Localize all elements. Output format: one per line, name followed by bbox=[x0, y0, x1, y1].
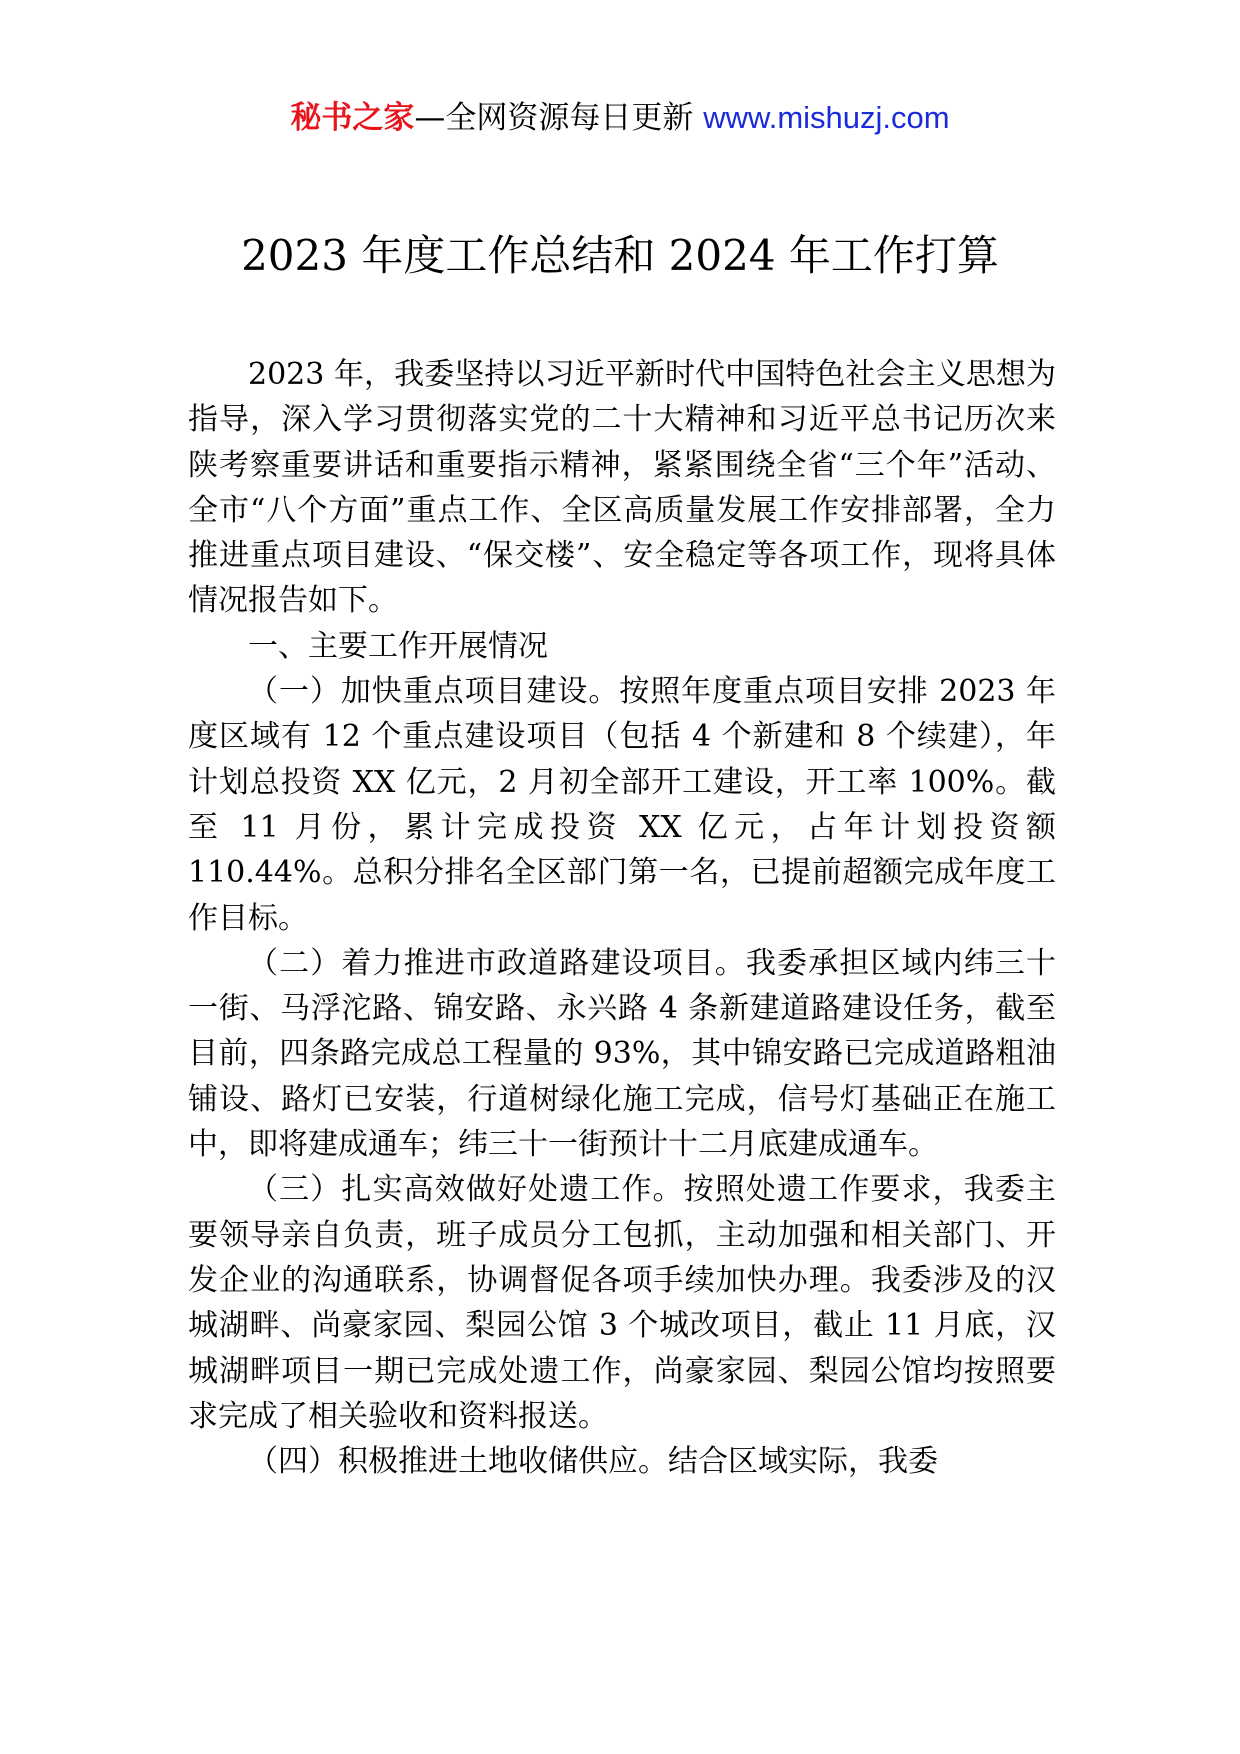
brand-name: 秘书之家 bbox=[290, 100, 415, 136]
header-slogan: —全网资源每日更新 bbox=[414, 100, 704, 136]
paragraph-municipal-roads: （二）着力推进市政道路建设项目。我委承担区域内纬三十一街、马浮沱路、锦安路、永兴路 4 条新建道路建设任务，截至目前，四条路完成总工程量的 93%，其中锦安路已完成道路粗油铺设、路灯已安装，行道树绿化施工完成，信号灯基础正在施工中，即将建成通车；纬三十一街预计十二月底建成通车。 bbox=[188, 945, 1056, 1163]
site-url-link[interactable]: www.mishuzj.com bbox=[703, 100, 950, 135]
paragraph-land-reserve: （四）积极推进土地收储供应。结合区域实际，我委 bbox=[248, 1444, 938, 1480]
site-header bbox=[0, 98, 1240, 138]
paragraph-intro: 2023 年，我委坚持以习近平新时代中国特色社会主义思想为指导，深入学习贯彻落实党的二十大精神和习近平总书记历次来陕考察重要讲话和重要指示精神，紧紧围绕全省“三个年”活动、全市“八个方面”重点工作、全区高质量发展工作安排部署，全力推进重点项目建设、“保交楼”、安全稳定等各项工作，现将具体情况报告如下。 bbox=[188, 357, 1056, 619]
section-heading-main-work: 一、主要工作开展情况 bbox=[248, 628, 548, 664]
paragraph-legacy-issues: （三）扎实高效做好处遗工作。按照处遗工作要求，我委主要领导亲自负责，班子成员分工包抓，主动加强和相关部门、开发企业的沟通联系，协调督促各项手续加快办理。我委涉及的汉城湖畔、尚豪家园、梨园公馆 3 个城改项目，截止 11 月底，汉城湖畔项目一期已完成处遗工作，尚豪家园、梨园公馆均按照要求完成了相关验收和资料报送。 bbox=[188, 1172, 1056, 1434]
paragraph-key-projects: （一）加快重点项目建设。按照年度重点项目安排 2023 年度区域有 12 个重点建设项目（包括 4 个新建和 8 个续建），年计划总投资 XX 亿元，2 月初全部开工建设，开工率 100%。截至 11 月份，累计完成投资 XX 亿元，占年计划投资额 110.44%。总积分排名全区部门第一名，已提前超额完成年度工作目标。 bbox=[188, 674, 1056, 936]
document-title: 2023 年度工作总结和 2024 年工作打算 bbox=[241, 231, 999, 280]
document-body bbox=[188, 352, 1056, 1484]
